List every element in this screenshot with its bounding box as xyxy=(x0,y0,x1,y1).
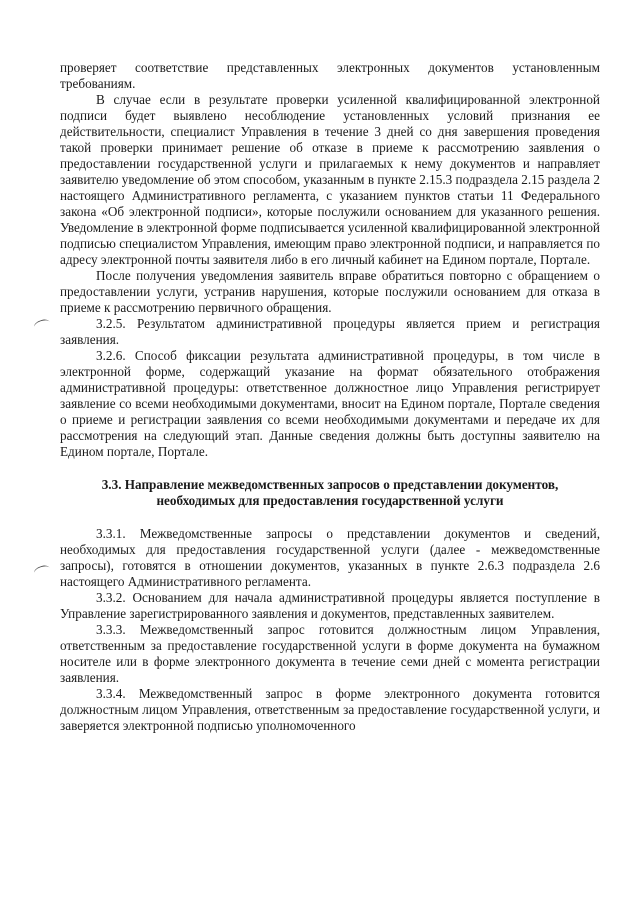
spacer xyxy=(60,509,600,526)
paragraph-3-3-2: 3.3.2. Основанием для начала административной процедуры является поступление в Управление зарегистрированного заявления и документов, представленных заявителем. xyxy=(60,590,600,621)
section-heading-line-1: 3.3. Направление межведомственных запросов о представлении документов, xyxy=(101,477,559,492)
spacer xyxy=(60,460,600,477)
paragraph-3-3-1: 3.3.1. Межведомственные запросы о представлении документов и сведений, необходимых для предоставления государственной услуги (далее - межведомственные запросы), готовятся в отношении документов, указанных в пункте 2.6.3 подраздела 2.6 настоящего Административного регламента. xyxy=(60,526,600,589)
paragraph-signature-check: В случае если в результате проверки усиленной квалифицированной электронной подписи будет выявлено несоблюдение установленных условий признания ее действительности, специалист Управления в течение 3 дней со дня завершения проведения такой проверки принимает решение об отказе в приеме к рассмотрению заявления о предоставлении государственной услуги и прилагаемых к нему документов и направляет заявителю уведомление об этом способом, указанным в пункте 2.15.3 подраздела 2.15 раздела 2 настоящего Административного регламента, с указанием пунктов статьи 11 Федерального закона «Об электронной подписи», которые послужили основанием для указанного решения. Уведомление в электронной форме подписывается усиленной квалифицированной электронной подписью специалистом Управления, имеющим право электронной подписи, и направляется по адресу электронной почты заявителя либо в его личный кабинет на Едином портале, Портале. xyxy=(60,92,600,267)
section-heading-line-2: необходимых для предоставления государственной услуги xyxy=(156,493,504,508)
paragraph-repeat-request: После получения уведомления заявитель вправе обратиться повторно с обращением о предоставлении услуги, устранив нарушения, которые послужили основанием для отказа в приеме к рассмотрению первичного обращения. xyxy=(60,268,600,315)
punch-mark-top xyxy=(33,318,51,332)
paragraph-continuation: проверяет соответствие представленных электронных документов установленным требованиям. xyxy=(60,60,600,91)
document-page xyxy=(60,60,600,734)
paragraph-3-2-5: 3.2.5. Результатом административной процедуры является прием и регистрация заявления. xyxy=(60,316,600,347)
punch-mark-bottom xyxy=(33,564,51,578)
paragraph-3-2-6: 3.2.6. Способ фиксации результата административной процедуры, в том числе в электронной форме, содержащий указание на формат обязательного отображения административной процедуры: ответственное должностное лицо Управления регистрирует заявление со всеми необходимыми документами, вносит на Едином портале, Портале сведения о приеме и регистрации заявления со всеми необходимыми документами и передаче их для рассмотрения на следующий этап. Данные сведения должны быть доступны заявителю на Едином портале, Портале. xyxy=(60,348,600,459)
paragraph-3-3-4: 3.3.4. Межведомственный запрос в форме электронного документа готовится должностным лицом Управления, ответственным за предоставление государственной услуги, и заверяется электронной подписью уполномоченного xyxy=(60,686,600,733)
paragraph-3-3-3: 3.3.3. Межведомственный запрос готовится должностным лицом Управления, ответственным за предоставление государственной услуги в форме документа на бумажном носителе или в форме электронного документа в течение семи дней с момента регистрации заявления. xyxy=(60,622,600,685)
